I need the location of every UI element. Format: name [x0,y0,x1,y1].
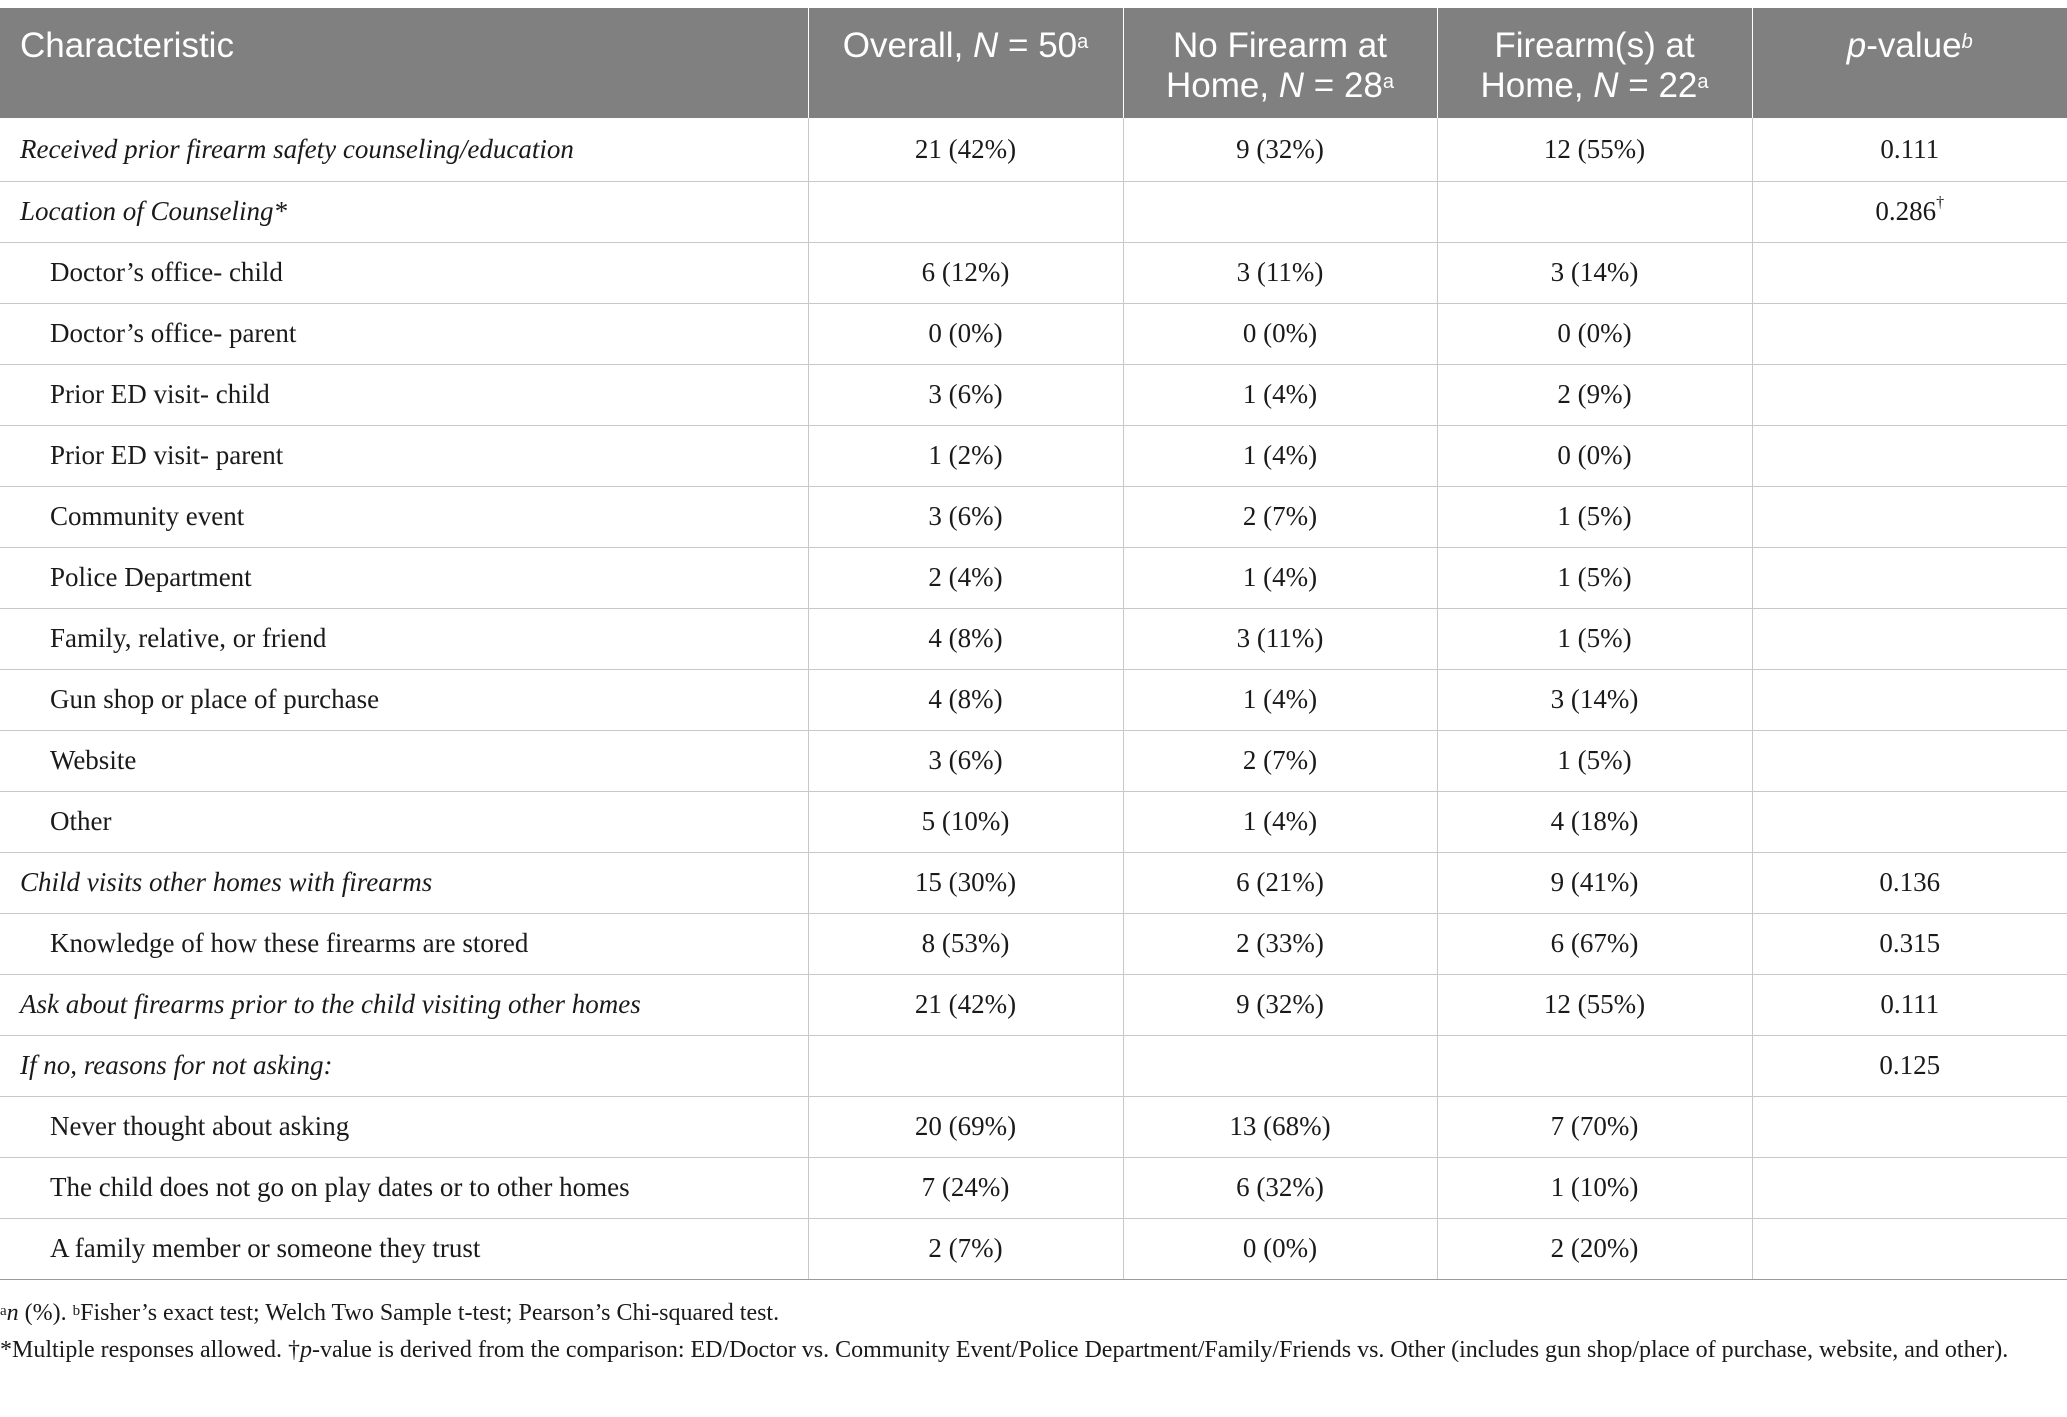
table-row [0,730,2067,791]
cell-p-value [1752,242,2067,303]
cell-no-firearm: 1 (4%) [1123,364,1437,425]
cell-firearm: 2 (20%) [1437,1218,1752,1279]
cell-overall: 3 (6%) [808,486,1123,547]
cell-overall: 1 (2%) [808,425,1123,486]
cell-overall: 8 (53%) [808,913,1123,974]
cell-firearm: 1 (5%) [1437,547,1752,608]
cell-no-firearm: 1 (4%) [1123,669,1437,730]
row-label: Police Department [0,547,808,608]
table-row [0,608,2067,669]
cell-no-firearm: 1 (4%) [1123,425,1437,486]
row-label: Child visits other homes with firearms [0,852,808,913]
cell-no-firearm: 3 (11%) [1123,608,1437,669]
cell-no-firearm: 9 (32%) [1123,118,1437,181]
cell-overall: 4 (8%) [808,669,1123,730]
footnote-a-b: $^a$n (%). $^b$Fisher’s exact test; Welch Two Sample t-test; Pearson’s Chi-squared test. [0,1300,780,1326]
header-overall: Overall, $N = 50^a$ [808,8,1123,118]
row-label: Website [0,730,808,791]
cell-no-firearm: 3 (11%) [1123,242,1437,303]
cell-firearm [1437,181,1752,242]
cell-firearm: 9 (41%) [1437,852,1752,913]
cell-no-firearm: 2 (7%) [1123,486,1437,547]
cell-overall: 7 (24%) [808,1157,1123,1218]
cell-no-firearm: 6 (32%) [1123,1157,1437,1218]
cell-no-firearm: 6 (21%) [1123,852,1437,913]
table-body [0,118,2067,1279]
cell-p-value: 0.136 [1752,852,2067,913]
row-label: Family, relative, or friend [0,608,808,669]
table-row [0,669,2067,730]
cell-firearm: 3 (14%) [1437,669,1752,730]
cell-overall: 21 (42%) [808,974,1123,1035]
cell-overall: 15 (30%) [808,852,1123,913]
cell-firearm: 1 (5%) [1437,486,1752,547]
row-label: Prior ED visit- child [0,364,808,425]
row-label: The child does not go on play dates or to other homes [0,1157,808,1218]
cell-firearm: 12 (55%) [1437,974,1752,1035]
table-row [0,242,2067,303]
cell-p-value [1752,486,2067,547]
header-row [0,8,2067,118]
row-label: Received prior firearm safety counseling/education [0,118,808,181]
table-row [0,1035,2067,1096]
table-row [0,1096,2067,1157]
row-label: Ask about firearms prior to the child visiting other homes [0,974,808,1035]
cell-p-value [1752,730,2067,791]
cell-overall: 6 (12%) [808,242,1123,303]
header-no-firearm: No Firearm at Home, $N = 28^a$ [1123,8,1437,118]
cell-overall: 21 (42%) [808,118,1123,181]
cell-firearm: 6 (67%) [1437,913,1752,974]
cell-firearm: 0 (0%) [1437,425,1752,486]
cell-overall: 0 (0%) [808,303,1123,364]
cell-p-value: 0.125 [1752,1035,2067,1096]
cell-overall: 2 (4%) [808,547,1123,608]
cell-p-value: 0.315 [1752,913,2067,974]
header-p-value: p-value$^b$ [1752,8,2067,118]
cell-overall: 3 (6%) [808,730,1123,791]
cell-p-value [1752,547,2067,608]
cell-p-value [1752,1218,2067,1279]
row-label: Knowledge of how these firearms are stored [0,913,808,974]
data-table-container [0,8,2067,1280]
cell-no-firearm: 0 (0%) [1123,1218,1437,1279]
cell-no-firearm [1123,1035,1437,1096]
table-row [0,425,2067,486]
cell-firearm: 2 (9%) [1437,364,1752,425]
cell-p-value: 0.111 [1752,118,2067,181]
table-row [0,913,2067,974]
footnote-multiple-responses: *Multiple responses allowed. †p-value is derived from the comparison: ED/Doctor vs. Community Event/Police Department/Family/Friends vs. Other (includes gun shop/place of purchase, website, and other). [0,1337,2009,1363]
cell-p-value [1752,1096,2067,1157]
table-row [0,974,2067,1035]
cell-overall: 20 (69%) [808,1096,1123,1157]
cell-firearm: 12 (55%) [1437,118,1752,181]
row-label: Never thought about asking [0,1096,808,1157]
cell-overall: 4 (8%) [808,608,1123,669]
cell-no-firearm: 0 (0%) [1123,303,1437,364]
cell-no-firearm: 1 (4%) [1123,547,1437,608]
cell-overall [808,1035,1123,1096]
cell-p-value: 0.286† [1752,181,2067,242]
table-row [0,1157,2067,1218]
cell-no-firearm: 13 (68%) [1123,1096,1437,1157]
cell-firearm: 1 (10%) [1437,1157,1752,1218]
cell-firearm: 4 (18%) [1437,791,1752,852]
row-label: Doctor’s office- parent [0,303,808,364]
cell-p-value [1752,303,2067,364]
cell-overall: 2 (7%) [808,1218,1123,1279]
table-footnotes [0,1295,2050,1369]
header-firearm: Firearm(s) at Home, $N = 22^a$ [1437,8,1752,118]
cell-no-firearm [1123,181,1437,242]
cell-p-value [1752,425,2067,486]
table-row [0,118,2067,181]
table-row [0,791,2067,852]
cell-firearm: 1 (5%) [1437,730,1752,791]
cell-firearm: 0 (0%) [1437,303,1752,364]
cell-no-firearm: 9 (32%) [1123,974,1437,1035]
row-label: Doctor’s office- child [0,242,808,303]
cell-no-firearm: 2 (7%) [1123,730,1437,791]
cell-p-value [1752,669,2067,730]
table-row [0,364,2067,425]
cell-firearm: 1 (5%) [1437,608,1752,669]
cell-firearm [1437,1035,1752,1096]
cell-overall: 3 (6%) [808,364,1123,425]
row-label: Gun shop or place of purchase [0,669,808,730]
row-label: Location of Counseling* [0,181,808,242]
row-label: Community event [0,486,808,547]
cell-p-value: 0.111 [1752,974,2067,1035]
cell-p-value [1752,364,2067,425]
data-table [0,8,2067,1280]
table-row [0,486,2067,547]
cell-overall: 5 (10%) [808,791,1123,852]
table-row [0,1218,2067,1279]
cell-p-value [1752,791,2067,852]
row-label: Other [0,791,808,852]
cell-no-firearm: 1 (4%) [1123,791,1437,852]
table-row [0,852,2067,913]
row-label: Prior ED visit- parent [0,425,808,486]
cell-overall [808,181,1123,242]
header-characteristic: Characteristic [0,8,808,118]
table-header [0,8,2067,118]
table-row [0,181,2067,242]
cell-p-value [1752,608,2067,669]
row-label: If no, reasons for not asking: [0,1035,808,1096]
cell-firearm: 7 (70%) [1437,1096,1752,1157]
row-label: A family member or someone they trust [0,1218,808,1279]
table-row [0,547,2067,608]
cell-p-value [1752,1157,2067,1218]
table-row [0,303,2067,364]
cell-no-firearm: 2 (33%) [1123,913,1437,974]
cell-firearm: 3 (14%) [1437,242,1752,303]
